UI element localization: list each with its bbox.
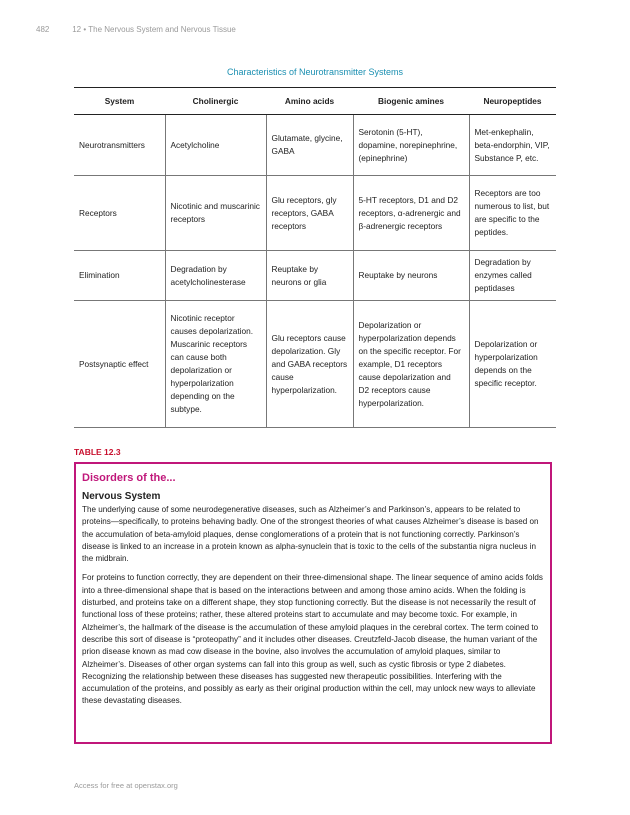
- table-cell: Receptors are too numerous to list, but are specific to the peptides.: [469, 176, 556, 251]
- table-cell: Serotonin (5-HT), dopamine, norepinephrine, (epinephrine): [353, 115, 469, 176]
- table-cell: Neurotransmitters: [74, 115, 165, 176]
- table-cell: Glu receptors, gly receptors, GABA receptors: [266, 176, 353, 251]
- column-header: Cholinergic: [165, 88, 266, 115]
- table-cell: Reuptake by neurons: [353, 251, 469, 301]
- table-cell: Degradation by acetylcholinesterase: [165, 251, 266, 301]
- table-row: [74, 115, 556, 176]
- chapter-title: 12 • The Nervous System and Nervous Tissue: [72, 25, 236, 34]
- table-cell: Glutamate, glycine, GABA: [266, 115, 353, 176]
- table-cell: 5-HT receptors, D1 and D2 receptors, α-adrenergic and β-adrenergic receptors: [353, 176, 469, 251]
- column-header: Biogenic amines: [353, 88, 469, 115]
- table-title: Characteristics of Neurotransmitter Systems: [226, 67, 404, 77]
- page-header: [36, 25, 236, 34]
- table-cell: Met-enkephalin, beta-endorphin, VIP, Substance P, etc.: [469, 115, 556, 176]
- table-cell: Nicotinic and muscarinic receptors: [165, 176, 266, 251]
- table-cell: Acetylcholine: [165, 115, 266, 176]
- table-cell: Depolarization or hyperpolarization depends on the specific receptor. For example, D1 receptors cause depolarization and D2 receptors cause hyperpolarization.: [353, 301, 469, 428]
- feature-paragraph: The underlying cause of some neurodegenerative diseases, such as Alzheimer’s and Parkinson’s, appears to be related to proteins—specifically, to proteins behaving badly. One of the strongest theories of what causes Alzheimer’s disease is based on the accumulation of beta-amyloid plaques, dense conglomerations of a protein that is not functioning correctly. Parkinson’s disease is linked to an increase in a protein known as alpha-synuclein that is toxic to the cells of the substantia nigra nucleus in the midbrain.: [82, 505, 539, 564]
- column-header: Amino acids: [266, 88, 353, 115]
- disorders-feature-box: [74, 462, 552, 744]
- table-cell: Reuptake by neurons or glia: [266, 251, 353, 301]
- table-cell: Depolarization or hyperpolarization depends on the specific receptor.: [469, 301, 556, 428]
- table-row: [74, 176, 556, 251]
- table-cell: Postsynaptic effect: [74, 301, 165, 428]
- column-header: Neuropeptides: [469, 88, 556, 115]
- neurotransmitter-table: [74, 87, 556, 428]
- table-cell: Elimination: [74, 251, 165, 301]
- table-row: [74, 301, 556, 428]
- footer-access-link[interactable]: Access for free at openstax.org: [74, 781, 178, 790]
- table-cell: Degradation by enzymes called peptidases: [469, 251, 556, 301]
- table-cell: Receptors: [74, 176, 165, 251]
- page-number: 482: [36, 25, 50, 34]
- table-header-row: [74, 88, 556, 115]
- feature-subtitle: Nervous System: [82, 491, 161, 502]
- table-row: [74, 251, 556, 301]
- table-label: TABLE 12.3: [74, 447, 121, 457]
- feature-title: Disorders of the...: [82, 472, 176, 484]
- column-header: System: [74, 88, 165, 115]
- feature-paragraph: For proteins to function correctly, they are dependent on their three-dimensional shape. The linear sequence of amino acids folds into a three-dimensional shape that is based on the interactions between and among those amino acids. When the folding is disturbed, and proteins take on a different shape, they stop functioning correctly. But the disease is not necessarily the result of functional loss of these proteins; rather, these altered proteins start to accumulate and may become toxic. For example, in Alzheimer’s, the hallmark of the disease is the accumulation of these amyloid plaques in the cerebral cortex. The term coined to describe this sort of disease is “proteopathy” and it includes other diseases. Creutzfeld-Jacob disease, the human variant of the prion disease known as mad cow disease in the bovine, also involves the accumulation of amyloid plaques, similar to Alzheimer’s. Diseases of other organ systems can fall into this group as well, such as cystic fibrosis or type 2 diabetes. Recognizing the relationship between these diseases has suggested new therapeutic possibilities. Interfering with the accumulation of the proteins, and possibly as early as their original production within the cell, may unlock new ways to alleviate these devastating diseases.: [82, 573, 543, 706]
- table-cell: Glu receptors cause depolarization. Gly and GABA receptors cause hyperpolarization.: [266, 301, 353, 428]
- table-cell: Nicotinic receptor causes depolarization. Muscarinic receptors can cause both depolarization or hyperpolarization depending on the subtype.: [165, 301, 266, 428]
